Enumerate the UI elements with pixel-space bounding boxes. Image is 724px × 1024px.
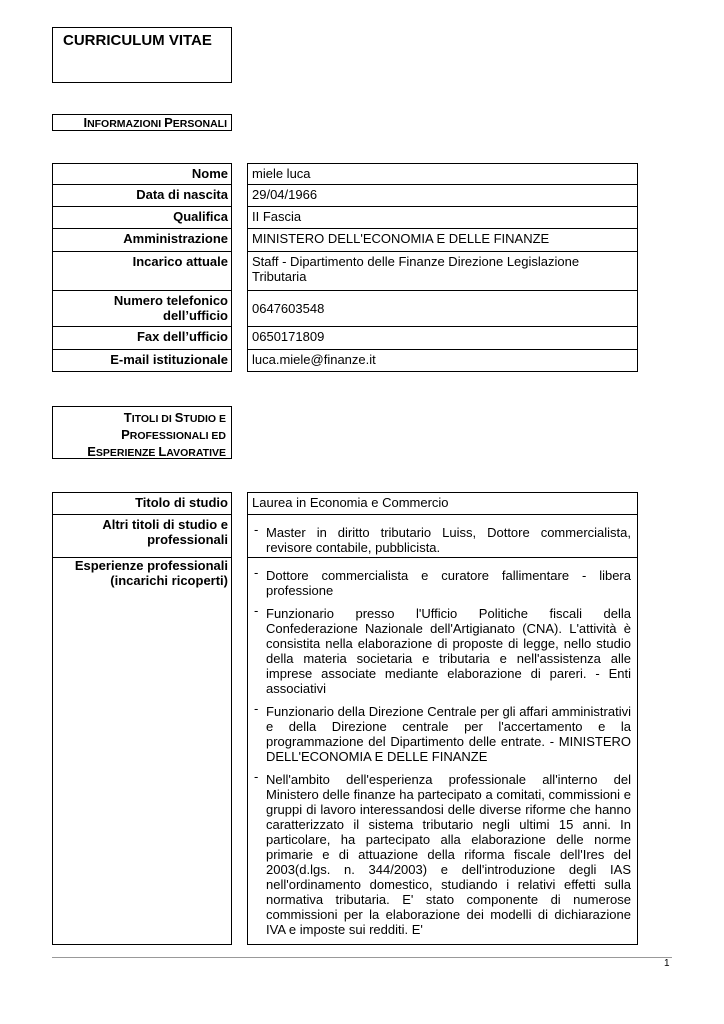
cv-title-box bbox=[52, 27, 232, 83]
dash-marker: - bbox=[254, 565, 259, 580]
sc-rest: ITOLI DI bbox=[131, 413, 175, 425]
label-esperienze: Esperienze professionali (incarichi ricoperti) bbox=[52, 557, 232, 945]
sc-cap: E bbox=[87, 444, 96, 459]
phone-text: 0647603548 bbox=[252, 301, 325, 316]
value-titolo-studio: Laurea in Economia e Commercio bbox=[247, 492, 638, 515]
sc-rest: NFORMAZIONI bbox=[87, 118, 165, 130]
dash-marker: - bbox=[254, 701, 259, 716]
sc-cap: P bbox=[164, 115, 173, 130]
label-numero-telefonico: Numero telefonico dell’ufficio bbox=[52, 290, 232, 327]
list-item-text: Funzionario presso l'Ufficio Politiche fiscali della Confederazione Nazionale dell'Artigianato (CNA). L'attività è consistita nella elaborazione di proposte di legge, nello studio della materia societaria e tributaria e nell'assistenza alle imprese associate mediante elaborazione di pareri. - Enti associativi bbox=[266, 606, 631, 696]
label-amministrazione: Amministrazione bbox=[52, 228, 232, 252]
label-incarico-attuale: Incarico attuale bbox=[52, 251, 232, 291]
value-nome: miele luca bbox=[247, 163, 638, 185]
list-item bbox=[252, 701, 631, 764]
label-altri-titoli: Altri titoli di studio e professionali bbox=[52, 514, 232, 558]
sc-rest: ROFESSIONALI ED bbox=[129, 430, 226, 442]
sc-cap: P bbox=[121, 427, 130, 442]
value-data-nascita: 29/04/1966 bbox=[247, 184, 638, 207]
label-titolo-studio: Titolo di studio bbox=[52, 492, 232, 515]
label-fax: Fax dell’ufficio bbox=[52, 326, 232, 350]
value-esperienze bbox=[247, 557, 638, 945]
sc-rest: TUDIO E bbox=[183, 413, 226, 425]
section-header-titoli bbox=[52, 406, 232, 459]
label-email: E-mail istituzionale bbox=[52, 349, 232, 372]
value-incarico-attuale: Staff - Dipartimento delle Finanze Direzione Legislazione Tributaria bbox=[247, 251, 638, 291]
value-altri-titoli bbox=[247, 514, 638, 558]
list-item bbox=[252, 522, 631, 555]
sc-rest: ERSONALI bbox=[172, 118, 227, 130]
sc-cap: S bbox=[174, 410, 184, 425]
sc-rest: SPERIENZE bbox=[95, 447, 159, 459]
dash-marker: - bbox=[254, 603, 259, 618]
section-header-personal bbox=[52, 114, 232, 131]
list-item-text: Dottore commercialista e curatore fallimentare - libera professione bbox=[266, 568, 631, 598]
sc-cap: L bbox=[158, 444, 167, 459]
sc-cap: I bbox=[83, 115, 88, 130]
value-qualifica: II Fascia bbox=[247, 206, 638, 229]
label-qualifica: Qualifica bbox=[52, 206, 232, 229]
dash-marker: - bbox=[254, 769, 259, 784]
value-fax: 0650171809 bbox=[247, 326, 638, 350]
label-data-nascita: Data di nascita bbox=[52, 184, 232, 207]
value-numero-telefonico bbox=[247, 290, 638, 327]
list-item-text: Funzionario della Direzione Centrale per gli affari amministrativi e della Direzione centrale per l'accertamento e la programmazione del Dipartimento delle entrate. - MINISTERO DELL'ECONOMIA E DELLE FINANZE bbox=[266, 704, 631, 764]
dash-marker: - bbox=[254, 522, 259, 537]
list-item bbox=[252, 769, 631, 937]
footer-divider bbox=[52, 957, 672, 958]
sc-cap: T bbox=[123, 410, 132, 425]
value-amministrazione: MINISTERO DELL'ECONOMIA E DELLE FINANZE bbox=[247, 228, 638, 252]
value-email: luca.miele@finanze.it bbox=[247, 349, 638, 372]
page-number: 1 bbox=[664, 958, 670, 969]
list-item bbox=[252, 565, 631, 598]
sc-rest: AVORATIVE bbox=[166, 447, 226, 459]
list-item-text: Master in diritto tributario Luiss, Dottore commercialista, revisore contabile, pubblicista. bbox=[266, 525, 631, 555]
list-item-text: Nell'ambito dell'esperienza professionale all'interno del Ministero delle finanze ha partecipato a comitati, commissioni e gruppi di lavoro interessandosi delle diverse riforme che hanno caratterizzato il sistema tributario negli ultimi 15 anni. In particolare, ha partecipato alla elaborazione delle norme primarie e di attuazione della riforma fiscale dell'Ires del 2003(d.lgs. n. 344/2003) e dell'introduzione degli IAS nell'ordinamento domestico, studiando i relativi effetti sulla normativa tributaria. E' stato componente di numerose commissioni per la elaborazione dei modelli di dichiarazione IVA e imposte sui redditi. E' bbox=[266, 772, 631, 937]
label-nome: Nome bbox=[52, 163, 232, 185]
list-item bbox=[252, 603, 631, 696]
page-title: CURRICULUM VITAE bbox=[63, 32, 212, 49]
